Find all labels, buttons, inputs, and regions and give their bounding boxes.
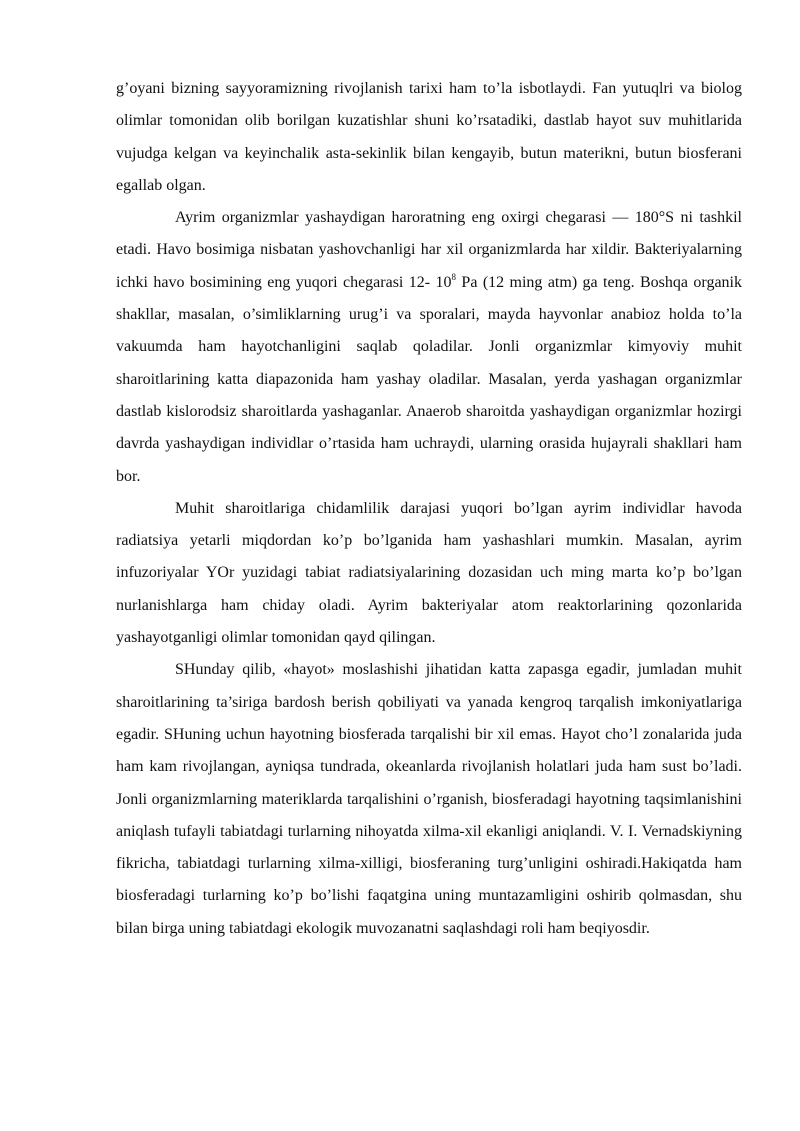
paragraph-3: Muhit sharoitlariga chidamlilik darajasi yuqori bo’lgan ayrim individlar havoda radiatsiya yetarli miqdordan ko’p bo’lganida ham yashashlari mumkin. Masalan, ayrim infuzoriyalar YOr yuzidagi tabiat radiatsiyalarining dozasidan uch ming marta ko’p bo’lgan nurlanishlarga ham chiday oladi. Ayrim bakteriyalar atom reaktorlarining qozonlarida yashayotganligi olimlar tomonidan qayd qilingan. xyxy=(116,499,742,647)
superscript-exponent: 8 xyxy=(451,271,457,282)
document-page xyxy=(116,73,742,945)
paragraph-2-text-start: Ayrim organizmlar yashaydigan haroratning eng oxirgi chegarasi — 180°S ni tashkil etadi. Havo bosimiga nisbatan yashovchanligi har xil organizmlarda har xildir. Bakteriyalarning ichki havo bosimining eng yuqori chegarasi 12- 10 xyxy=(116,209,742,291)
paragraph-2 xyxy=(116,202,742,493)
paragraph-1: g’oyani bizning sayyoramizning rivojlanish tarixi ham to’la isbotlaydi. Fan yutuqlri va biolog olimlar tomonidan olib borilgan kuzatishlar shuni ko’rsatadiki, dastlab hayot suv muhitlarida vujudga kelgan va keyinchalik asta-sekinlik bilan kengayib, butun materikni, butun biosferani egallab olgan. xyxy=(116,80,742,194)
paragraph-4: SHunday qilib, «hayot» moslashishi jihatidan katta zapasga egadir, jumladan muhit sharoitlarining ta’siriga bardosh berish qobiliyati va yanada kengroq tarqalish imkoniyatlariga egadir. SHuning uchun hayotning biosferada tarqalishi bir xil emas. Hayot cho’l zonalarida juda ham kam rivojlangan, ayniqsa tundrada, okeanlarda rivojlanish holatlari juda ham sust bo’ladi. Jonli organizmlarning materiklarda tarqalishini o’rganish, biosferadagi hayotning taqsimlanishini aniqlash tufayli tabiatdagi turlarning nihoyatda xilma-xil ekanligi aniqlandi. V. I. Vernadskiyning fikricha, tabiatdagi turlarning xilma-xilligi, biosferaning turg’unligini oshiradi.Hakiqatda ham biosferadagi turlarning ko’p bo’lishi faqatgina uning muntazamligini oshirib qolmasdan, shu bilan birga uning tabiatdagi ekologik muvozanatni saqlashdagi roli ham beqiyosdir. xyxy=(116,661,742,937)
paragraph-2-text-end: Pa (12 ming atm) ga teng. Boshqa organik shakllar, masalan, o’simliklarning urug’i va sporalari, mayda hayvonlar anabioz holda to’la vakuumda ham hayotchanligini saqlab qoladilar. Jonli organizmlar kimyoviy muhit sharoitlarining katta diapazonida ham yashay oladilar. Masalan, yerda yashagan organizmlar dastlab kislorodsiz sharoitlarda yashaganlar. Anaerob sharoitda yashaydigan organizmlar hozirgi davrda yashaydigan individlar o’rtasida ham uchraydi, ularning orasida hujayrali shakllari ham bor. xyxy=(116,273,742,485)
